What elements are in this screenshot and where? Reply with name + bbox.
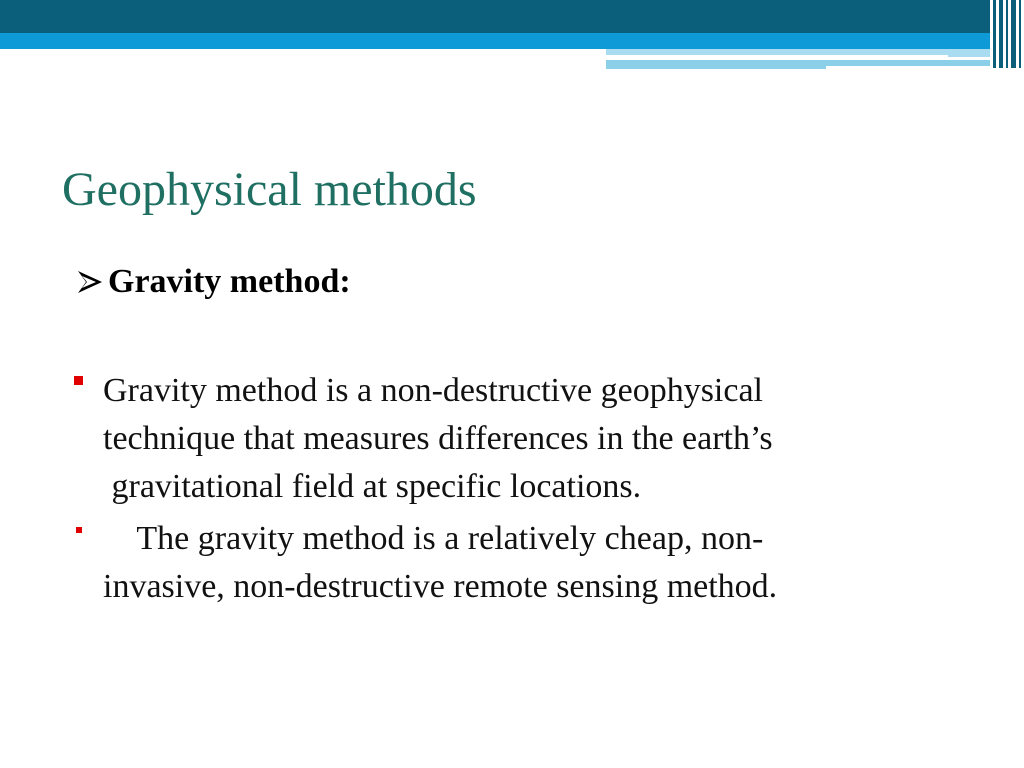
header-bar-dark (0, 0, 990, 33)
subheading-text: Gravity method: (108, 263, 351, 300)
bullet-text (103, 367, 773, 511)
header-vertical-line (1019, 0, 1021, 68)
bullet-line: invasive, non-destructive remote sensing method. (103, 568, 778, 605)
slide-title: Geophysical methods (62, 163, 477, 216)
header-vertical-line (1006, 0, 1008, 68)
bullet-line: Gravity method is a non-destructive geophysical (103, 372, 763, 409)
bullet-line: technique that measures differences in the earth’s (103, 420, 773, 457)
bullet-line: The gravity method is a relatively cheap, non- (103, 520, 764, 557)
header-bar-gap (826, 66, 990, 69)
header-vertical-line (993, 0, 996, 68)
subheading (76, 260, 351, 304)
header-bar-blue (0, 33, 990, 49)
bullet-text (103, 515, 777, 611)
header-vertical-line (1011, 0, 1016, 68)
square-bullet-icon (76, 527, 82, 533)
header-bar-divider (606, 55, 948, 57)
arrow-right-icon (76, 268, 104, 296)
header-vertical-line (999, 0, 1003, 68)
bullet-line: gravitational field at specific locations. (103, 468, 642, 505)
square-bullet-icon (74, 376, 83, 385)
